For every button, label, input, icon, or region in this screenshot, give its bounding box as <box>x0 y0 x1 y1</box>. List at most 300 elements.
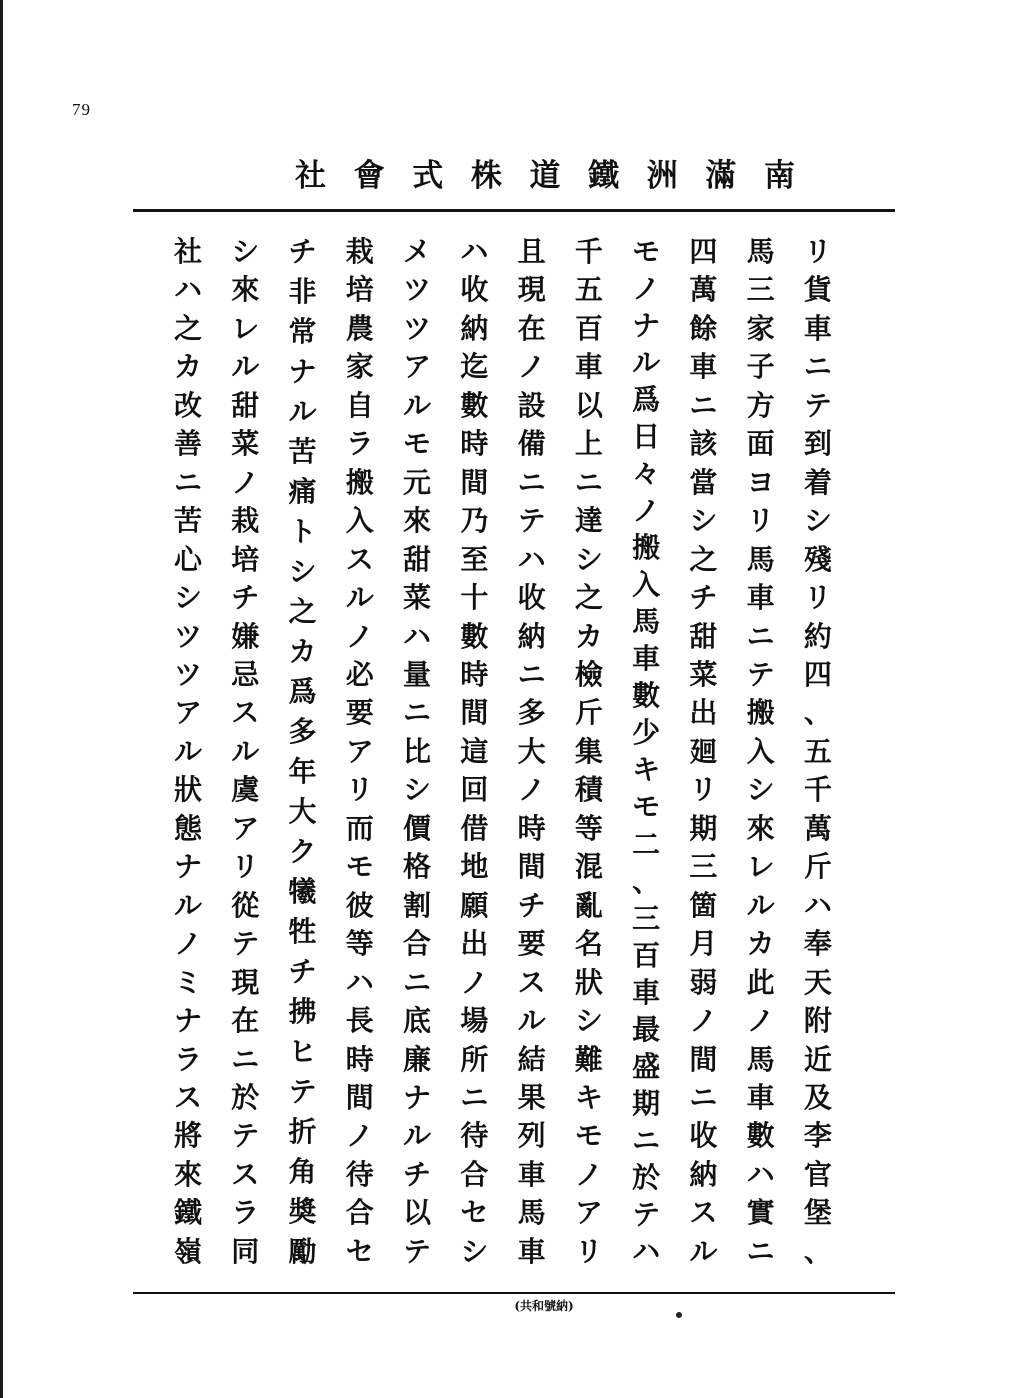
text-char: ミ <box>173 965 202 999</box>
text-char: 數 <box>460 619 489 653</box>
text-char: 要 <box>517 927 546 961</box>
text-char: 比 <box>403 734 432 768</box>
text-char: テ <box>288 1075 317 1108</box>
text-char: ス <box>517 965 546 999</box>
text-char: ル <box>288 395 317 428</box>
text-char: 這 <box>460 734 489 768</box>
text-char: ハ <box>173 273 202 307</box>
text-char: 甜 <box>231 388 260 422</box>
text-char: 檢 <box>574 657 603 691</box>
text-char: ノ <box>345 619 374 653</box>
text-char: 牲 <box>288 915 317 948</box>
text-char: 期 <box>632 1086 661 1120</box>
text-char: 間 <box>345 1080 374 1114</box>
ink-speck <box>676 1312 682 1318</box>
text-char: 殘 <box>803 542 832 576</box>
text-char: 來 <box>746 811 775 845</box>
text-char: 在 <box>517 311 546 345</box>
text-char: 至 <box>460 542 489 576</box>
text-char: ス <box>231 696 260 730</box>
text-char: ニ <box>403 696 432 730</box>
text-char: 心 <box>173 542 202 576</box>
text-char: 以 <box>403 1196 432 1230</box>
footer-rule <box>133 1292 895 1294</box>
text-char: 奬 <box>288 1195 317 1228</box>
text-char: 來 <box>173 1157 202 1191</box>
text-column <box>512 235 552 1268</box>
text-char: 萬 <box>803 811 832 845</box>
text-char: 彼 <box>345 888 374 922</box>
text-char: 、 <box>803 696 832 730</box>
text-char: 列 <box>517 1119 546 1153</box>
text-char: リ <box>231 850 260 884</box>
text-char: 五 <box>803 734 832 768</box>
text-char: 多 <box>288 715 317 748</box>
text-char: セ <box>460 1196 489 1230</box>
text-char: 近 <box>803 1042 832 1076</box>
text-char: ノ <box>746 1004 775 1038</box>
text-char: 收 <box>517 581 546 615</box>
text-char: メ <box>403 235 432 268</box>
text-char: 搬 <box>345 465 374 499</box>
text-char: 千 <box>574 235 603 268</box>
text-char: 四 <box>803 657 832 691</box>
text-char: 社 <box>173 235 202 268</box>
text-char: 爲 <box>288 675 317 708</box>
header-char: 鐵 <box>588 157 620 194</box>
text-char: 改 <box>173 388 202 422</box>
text-char: シ <box>460 1234 489 1268</box>
text-char: 年 <box>288 755 317 788</box>
text-char: 從 <box>231 888 260 922</box>
text-char: 甜 <box>403 542 432 576</box>
text-column <box>168 235 208 1268</box>
text-char: 非 <box>288 275 317 308</box>
text-column <box>340 235 380 1268</box>
text-char: 且 <box>517 235 546 268</box>
text-char: ア <box>403 350 432 384</box>
text-char: 車 <box>689 350 718 384</box>
text-char: 等 <box>345 927 374 961</box>
text-char: テ <box>231 927 260 961</box>
text-char: 少 <box>632 716 661 750</box>
text-char: 間 <box>517 850 546 884</box>
text-char: 狀 <box>574 965 603 999</box>
text-char: 來 <box>231 273 260 307</box>
text-char: 而 <box>345 811 374 845</box>
text-char: 苦 <box>173 504 202 538</box>
text-char: 、 <box>803 1234 832 1268</box>
header-char: 會 <box>353 157 385 194</box>
text-char: シ <box>288 555 317 588</box>
text-char: 二 <box>632 827 661 861</box>
text-char: 貨 <box>803 273 832 307</box>
text-char: 栽 <box>231 504 260 538</box>
text-char: ク <box>288 835 317 868</box>
text-char: 集 <box>574 734 603 768</box>
text-char: 難 <box>574 1042 603 1076</box>
text-char: 車 <box>803 311 832 345</box>
text-char: 痛 <box>288 475 317 508</box>
text-char: シ <box>803 504 832 538</box>
text-char: 乃 <box>460 504 489 538</box>
text-char: 同 <box>231 1234 260 1268</box>
text-char: 收 <box>689 1119 718 1153</box>
text-char: 盛 <box>632 1049 661 1083</box>
text-char: 間 <box>460 465 489 499</box>
text-char: ア <box>345 734 374 768</box>
text-char: 間 <box>460 696 489 730</box>
text-char: ハ <box>746 1157 775 1191</box>
text-char: 納 <box>517 619 546 653</box>
text-char: シ <box>403 773 432 807</box>
text-char: ア <box>574 1196 603 1230</box>
header-char: 南 <box>764 157 795 194</box>
text-char: ノ <box>689 1004 718 1038</box>
text-char: チ <box>517 888 546 922</box>
text-char: レ <box>746 850 775 884</box>
header-char: 社 <box>295 157 326 194</box>
text-char: 菜 <box>689 657 718 691</box>
text-char: 時 <box>460 427 489 461</box>
text-char: 廉 <box>403 1042 432 1076</box>
text-char: モ <box>574 1119 603 1153</box>
text-char: 數 <box>460 388 489 422</box>
text-char: 家 <box>345 350 374 384</box>
text-char: ラ <box>345 427 374 461</box>
text-char: 犧 <box>288 875 317 908</box>
text-char: ノ <box>574 1157 603 1191</box>
text-char: リ <box>803 581 832 615</box>
text-char: 拂 <box>288 995 317 1028</box>
text-char: チ <box>231 581 260 615</box>
text-char: 三 <box>632 901 661 935</box>
text-char: 搬 <box>746 696 775 730</box>
text-char: ニ <box>460 1080 489 1114</box>
text-char: 割 <box>403 888 432 922</box>
text-char: 車 <box>517 1157 546 1191</box>
text-char: テ <box>403 1234 432 1268</box>
text-char: 名 <box>574 927 603 961</box>
text-char: 弱 <box>689 965 718 999</box>
text-char: 入 <box>345 504 374 538</box>
text-char: 待 <box>345 1157 374 1191</box>
text-char: 折 <box>288 1115 317 1148</box>
text-char: 迄 <box>460 350 489 384</box>
text-char: 備 <box>517 427 546 461</box>
text-char: 設 <box>517 388 546 422</box>
text-char: ル <box>173 734 202 768</box>
text-char: ニ <box>803 350 832 384</box>
text-char: 現 <box>231 965 260 999</box>
text-char: 所 <box>460 1042 489 1076</box>
text-char: ル <box>231 734 260 768</box>
text-char: ル <box>746 888 775 922</box>
text-char: 來 <box>403 504 432 538</box>
text-char: シ <box>689 504 718 538</box>
text-char: ハ <box>803 888 832 922</box>
text-char: シ <box>746 773 775 807</box>
text-column <box>741 235 781 1268</box>
text-char: 天 <box>803 965 832 999</box>
text-char: ツ <box>173 619 202 653</box>
text-char: カ <box>288 635 317 668</box>
text-char: 車 <box>517 1234 546 1268</box>
text-char: 必 <box>345 657 374 691</box>
text-char: 常 <box>288 315 317 348</box>
text-char: 堡 <box>803 1196 832 1230</box>
text-char: リ <box>746 504 775 538</box>
header-char: 洲 <box>646 157 678 194</box>
page-edge-line <box>0 0 3 1398</box>
text-char: 官 <box>803 1157 832 1191</box>
text-char: ナ <box>632 309 661 343</box>
text-char: ト <box>288 515 317 548</box>
text-char: 果 <box>517 1080 546 1114</box>
text-char: テ <box>231 1119 260 1153</box>
text-char: ノ <box>517 350 546 384</box>
text-char: ナ <box>288 355 317 388</box>
text-char: ス <box>345 542 374 576</box>
text-char: ル <box>517 1004 546 1038</box>
text-char: 當 <box>689 465 718 499</box>
text-char: 達 <box>574 504 603 538</box>
text-char: 車 <box>746 581 775 615</box>
text-char: ノ <box>460 965 489 999</box>
text-char: ノ <box>173 927 202 961</box>
text-char: モ <box>403 427 432 461</box>
text-char: 現 <box>517 273 546 307</box>
text-char: ル <box>632 346 661 380</box>
text-char: 上 <box>574 427 603 461</box>
text-char: 廻 <box>689 734 718 768</box>
text-char: 斤 <box>803 850 832 884</box>
text-char: 、 <box>632 864 661 898</box>
text-char: 虞 <box>231 773 260 807</box>
text-char: ニ <box>574 465 603 499</box>
text-char: 合 <box>460 1157 489 1191</box>
text-char: 將 <box>173 1119 202 1153</box>
text-char: ル <box>689 1234 718 1268</box>
text-char: 栽 <box>345 235 374 268</box>
text-char: 價 <box>403 811 432 845</box>
text-column <box>798 235 838 1268</box>
header-char: 株 <box>470 157 502 194</box>
text-char: ノ <box>632 272 661 306</box>
text-char: 李 <box>803 1119 832 1153</box>
text-char: ス <box>231 1157 260 1191</box>
text-char: 嶺 <box>173 1234 202 1268</box>
text-column <box>454 235 494 1268</box>
text-column <box>683 235 723 1268</box>
text-char: シ <box>173 581 202 615</box>
text-char: ツ <box>173 657 202 691</box>
text-char: ニ <box>403 965 432 999</box>
text-char: セ <box>345 1234 374 1268</box>
text-char: 結 <box>517 1042 546 1076</box>
text-char: 善 <box>173 427 202 461</box>
text-char: ニ <box>632 1123 661 1157</box>
text-char: 於 <box>231 1080 260 1114</box>
text-char: ヒ <box>288 1035 317 1068</box>
text-char: 格 <box>403 850 432 884</box>
text-char: 回 <box>460 773 489 807</box>
text-char: 入 <box>632 568 661 602</box>
text-char: 及 <box>803 1080 832 1114</box>
text-char: 地 <box>460 850 489 884</box>
text-char: 菜 <box>403 581 432 615</box>
text-char: 混 <box>574 850 603 884</box>
text-char: 忌 <box>231 657 260 691</box>
text-char: 三 <box>746 273 775 307</box>
text-char: 々 <box>632 457 661 491</box>
text-char: キ <box>574 1080 603 1114</box>
text-char: ノ <box>517 773 546 807</box>
text-column <box>397 235 437 1268</box>
text-char: ル <box>403 1119 432 1153</box>
text-char: 車 <box>632 975 661 1009</box>
text-char: ノ <box>345 1119 374 1153</box>
text-char: 車 <box>746 1080 775 1114</box>
text-char: 實 <box>746 1196 775 1230</box>
text-column <box>225 235 265 1268</box>
text-char: 要 <box>345 696 374 730</box>
text-char: チ <box>288 955 317 988</box>
page-number: 79 <box>72 100 91 119</box>
text-char: シ <box>574 542 603 576</box>
text-char: 該 <box>689 427 718 461</box>
text-char: リ <box>574 1234 603 1268</box>
text-char: 車 <box>574 350 603 384</box>
text-char: ハ <box>517 542 546 576</box>
text-char: ヨ <box>746 465 775 499</box>
text-char: 馬 <box>746 235 775 268</box>
text-char: 培 <box>231 542 260 576</box>
text-char: キ <box>632 753 661 787</box>
text-char: 狀 <box>173 773 202 807</box>
text-char: 入 <box>746 734 775 768</box>
text-char: 時 <box>345 1042 374 1076</box>
text-column <box>569 235 609 1268</box>
printer-mark: (共和號納) <box>514 1299 574 1313</box>
text-char: 勵 <box>288 1235 317 1268</box>
text-char: 馬 <box>746 1042 775 1076</box>
text-char: 鐵 <box>173 1196 202 1230</box>
text-char: 底 <box>403 1004 432 1038</box>
text-char: 三 <box>689 850 718 884</box>
text-char: 積 <box>574 773 603 807</box>
text-char: 收 <box>460 273 489 307</box>
text-char: シ <box>574 1004 603 1038</box>
text-char: 大 <box>288 795 317 828</box>
text-char: ル <box>345 581 374 615</box>
text-char: モ <box>632 235 661 268</box>
text-char: 日 <box>632 420 661 454</box>
text-char: 之 <box>574 581 603 615</box>
text-char: 時 <box>460 657 489 691</box>
text-char: 元 <box>403 465 432 499</box>
text-char: テ <box>517 504 546 538</box>
text-char: 到 <box>803 427 832 461</box>
text-char: 着 <box>803 465 832 499</box>
text-char: ル <box>231 350 260 384</box>
text-char: 爲 <box>632 383 661 417</box>
text-char: 以 <box>574 388 603 422</box>
text-char: ル <box>403 388 432 422</box>
text-char: リ <box>345 773 374 807</box>
text-char: 千 <box>803 773 832 807</box>
text-char: 菜 <box>231 427 260 461</box>
text-char: 箇 <box>689 888 718 922</box>
text-char: ハ <box>460 235 489 268</box>
text-char: テ <box>632 1197 661 1231</box>
text-char: 態 <box>173 811 202 845</box>
text-char: 納 <box>460 311 489 345</box>
text-char: リ <box>803 235 832 268</box>
text-char: カ <box>574 619 603 653</box>
text-char: ニ <box>746 1234 775 1268</box>
text-char: チ <box>689 581 718 615</box>
text-char: ナ <box>173 850 202 884</box>
text-char: 五 <box>574 273 603 307</box>
text-char: 附 <box>803 1004 832 1038</box>
text-char: ナ <box>173 1004 202 1038</box>
text-char: ニ <box>517 465 546 499</box>
text-char: 納 <box>689 1157 718 1191</box>
text-char: チ <box>403 1157 432 1191</box>
text-char: 培 <box>345 273 374 307</box>
text-char: 之 <box>288 595 317 628</box>
text-char: ハ <box>345 965 374 999</box>
text-char: 自 <box>345 388 374 422</box>
text-char: 待 <box>460 1119 489 1153</box>
text-char: 數 <box>746 1119 775 1153</box>
text-char: カ <box>173 350 202 384</box>
text-char: 萬 <box>689 273 718 307</box>
text-char: モ <box>632 790 661 824</box>
text-char: ア <box>231 811 260 845</box>
text-char: 月 <box>689 927 718 961</box>
text-char: 等 <box>574 811 603 845</box>
text-char: モ <box>345 850 374 884</box>
text-char: 馬 <box>517 1196 546 1230</box>
text-char: レ <box>231 311 260 345</box>
text-char: 約 <box>803 619 832 653</box>
text-char: チ <box>288 235 317 268</box>
text-column <box>283 235 323 1268</box>
text-char: 十 <box>460 581 489 615</box>
text-column <box>626 235 666 1268</box>
text-char: 量 <box>403 657 432 691</box>
text-char: ラ <box>231 1196 260 1230</box>
text-char: 角 <box>288 1155 317 1188</box>
header-rule <box>133 209 895 212</box>
text-char: リ <box>689 773 718 807</box>
text-char: 借 <box>460 811 489 845</box>
text-char: ハ <box>632 1234 661 1268</box>
text-char: 於 <box>632 1160 661 1194</box>
running-header <box>295 152 795 192</box>
text-char: 長 <box>345 1004 374 1038</box>
text-char: シ <box>231 235 260 268</box>
text-char: 出 <box>460 927 489 961</box>
text-char: 時 <box>517 811 546 845</box>
header-char: 式 <box>412 157 444 194</box>
text-char: 之 <box>689 542 718 576</box>
text-char: ス <box>689 1196 718 1230</box>
text-char: 苦 <box>288 435 317 468</box>
text-char: ニ <box>746 619 775 653</box>
